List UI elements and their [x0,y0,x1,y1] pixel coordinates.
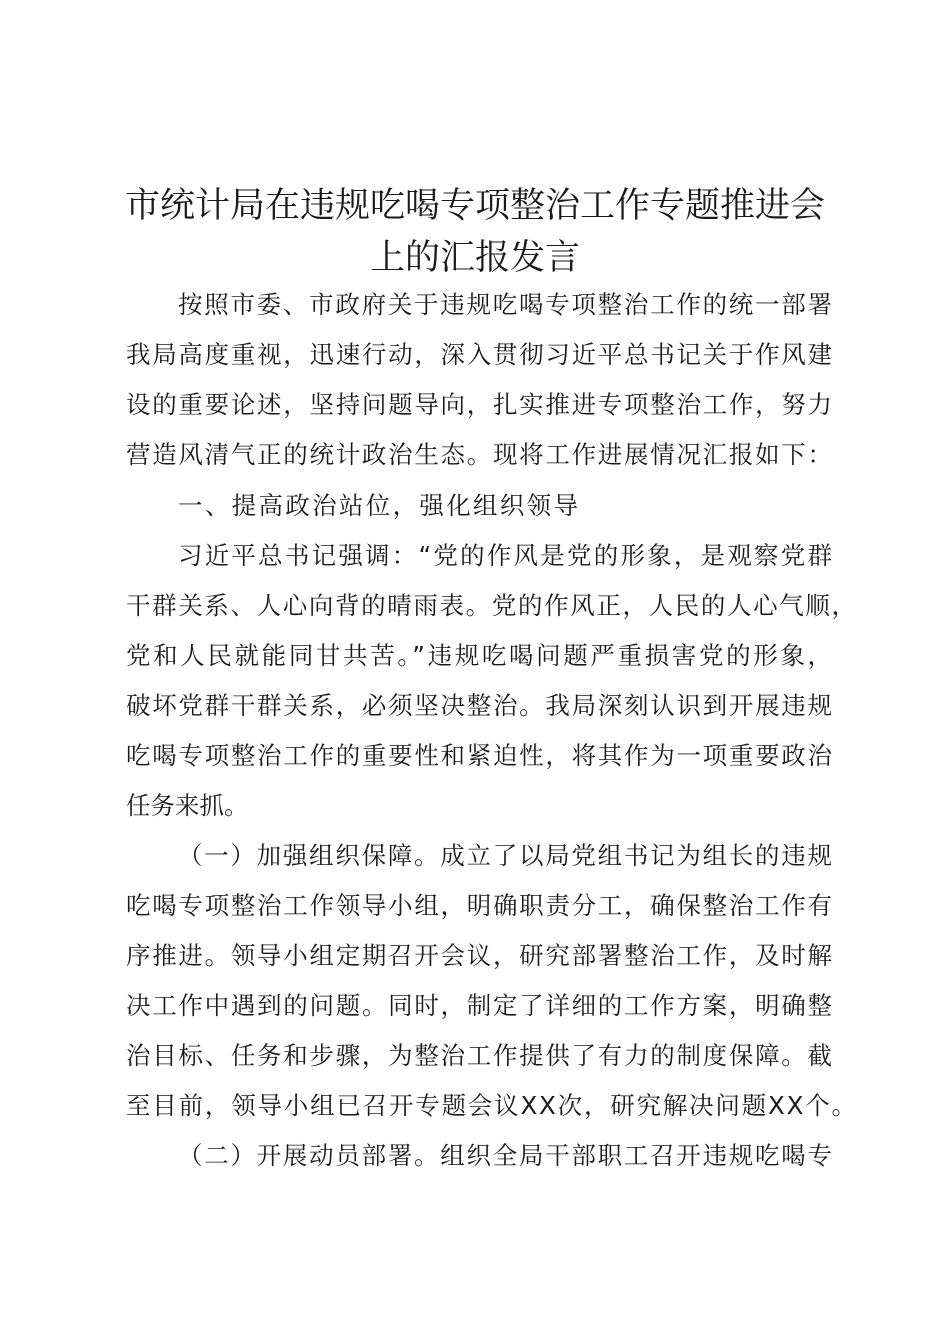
paragraph-intro-line-1: 按照市委、市政府关于违规吃喝专项整治工作的统一部署 [178,290,834,319]
paragraph-intro-line-3: 设的重要论述，坚持问题导向，扎实推进专项整治工作，努力 [126,390,834,419]
paragraph-1-line-4: 破坏党群干群关系，必须坚决整治。我局深刻认识到开展违规 [126,691,834,720]
paragraph-2-line-4: 决工作中遇到的问题。同时，制定了详细的工作方案，明确整 [126,991,834,1020]
paragraph-2-line-5: 治目标、任务和步骤，为整治工作提供了有力的制度保障。截 [126,1041,834,1070]
paragraph-intro-line-4: 营造风清气正的统计政治生态。现将工作进展情况汇报如下： [126,440,834,469]
paragraph-intro-line-2: 我局高度重视，迅速行动，深入贯彻习近平总书记关于作风建 [126,340,834,369]
paragraph-1-line-2: 干群关系、人心向背的晴雨表。党的作风正，人民的人心气顺， [126,591,858,620]
paragraph-3-line-1: （二）开展动员部署。组织全局干部职工召开违规吃喝专 [178,1141,834,1170]
paragraph-2-line-1: （一）加强组织保障。成立了以局党组书记为组长的违规 [178,841,834,870]
paragraph-1-line-1: 习近平总书记强调：“党的作风是党的形象，是观察党群 [178,541,835,570]
paragraph-1-line-3: 党和人民就能同甘共苦。”违规吃喝问题严重损害党的形象， [126,641,835,670]
paragraph-2-line-3: 序推进。领导小组定期召开会议，研究部署整治工作，及时解 [126,941,834,970]
paragraph-1-line-5: 吃喝专项整治工作的重要性和紧迫性，将其作为一项重要政治 [126,741,834,770]
document-title-line-2: 上的汇报发言 [369,238,580,278]
section-heading-1: 一、提高政治站位，强化组织领导 [178,491,581,520]
paragraph-1-line-6: 任务来抓。 [126,791,249,820]
paragraph-2-line-6: 至目前，领导小组已召开专题会议XX次，研究解决问题XX个。 [126,1091,858,1120]
document-title-line-1: 市统计局在违规吃喝专项整治工作专题推进会 [124,186,825,226]
paragraph-2-line-2: 吃喝专项整治工作领导小组，明确职责分工，确保整治工作有 [126,891,834,920]
